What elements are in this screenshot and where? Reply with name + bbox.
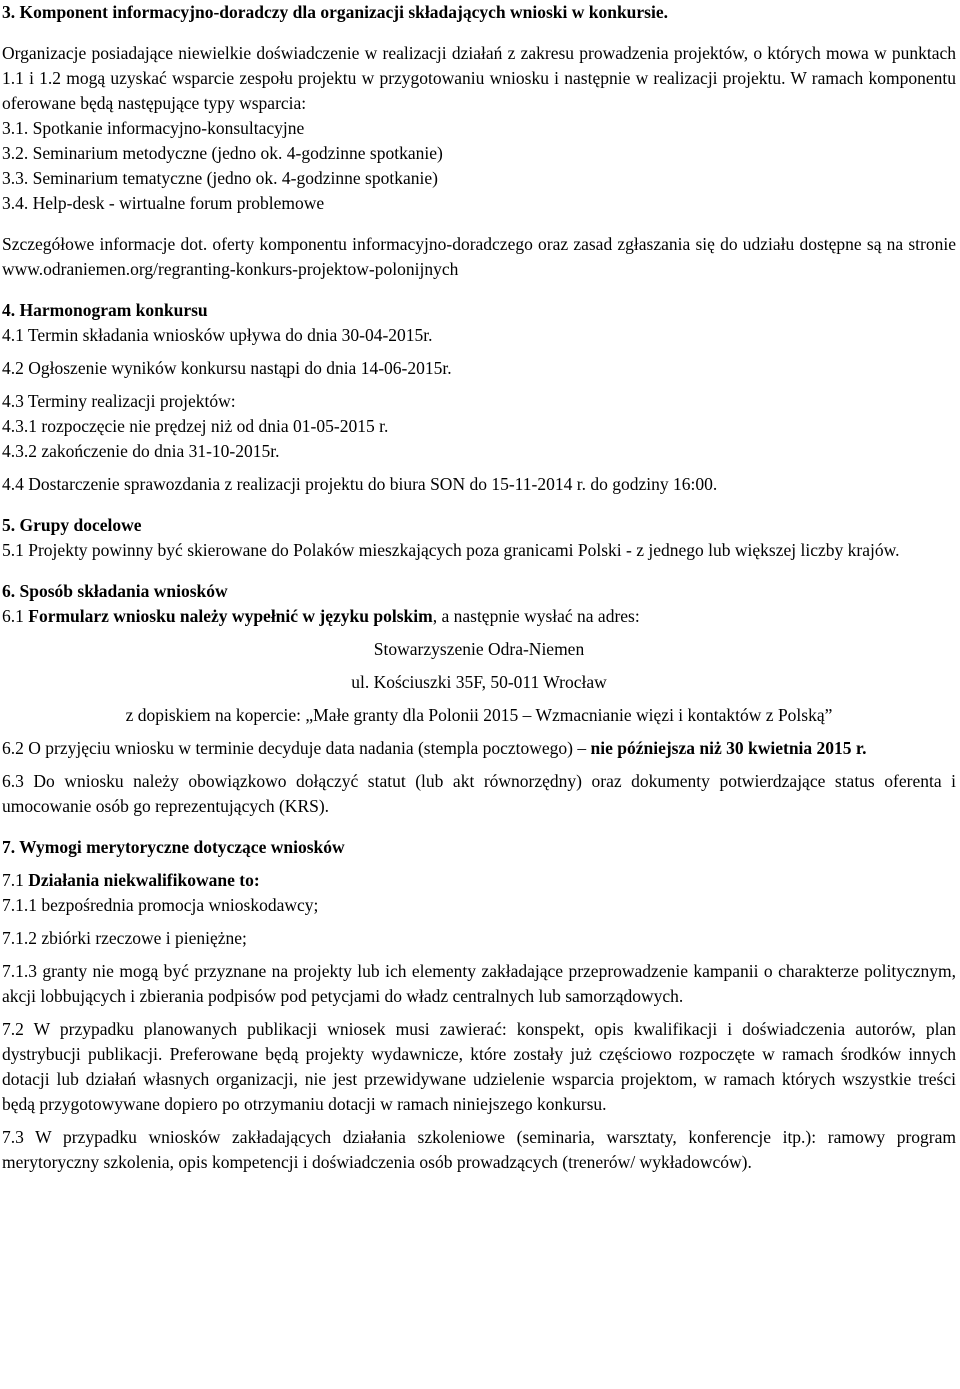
paragraph-7-1-3: 7.1.3 granty nie mogą być przyznane na projekty lub ich elementy zakładające przeprowadzenie kampanii o charakterze politycznym, akcji lobbujących i zbierania podpisów pod petycjami do władz centralnych lub samorządowych. [2, 961, 956, 1006]
paragraph-7-1-number: 7.1 [2, 870, 29, 890]
section-4-heading: 4. Harmonogram konkursu [2, 300, 208, 320]
paragraph-7-1-1: 7.1.1 bezpośrednia promocja wnioskodawcy; [2, 895, 319, 915]
section-5-heading: 5. Grupy docelowe [2, 515, 142, 535]
paragraph-7-2: 7.2 W przypadku planowanych publikacji wniosek musi zawierać: konspekt, opis kwalifikacji i doświadczenia autorów, plan dystrybucji publikacji. Preferowane będą projekty wydawnicze, które zostały już częściowo rozpoczęte w ramach środków innych dotacji lub działań własnych organizacji, nie jest przewidywane udzielenie wsparcia projektom, w ramach których wszystkie treści będą przygotowywane dopiero po otrzymaniu dotacji w ramach niniejszego konkursu. [2, 1019, 956, 1114]
paragraph-6-2-text: 6.2 O przyjęciu wniosku w terminie decyduje data nadania (stempla pocztowego) – [2, 738, 591, 758]
list-item: 3.3. Seminarium tematyczne (jedno ok. 4-godzinne spotkanie) [2, 168, 438, 188]
paragraph-5-1: 5.1 Projekty powinny być skierowane do Polaków mieszkających poza granicami Polski - z jednego lub większej liczby krajów. [2, 540, 900, 560]
paragraph-4-4: 4.4 Dostarczenie sprawozdania z realizacji projektu do biura SON do 15-11-2014 r. do godziny 16:00. [2, 474, 718, 494]
list-item: 3.4. Help-desk - wirtualne forum problemowe [2, 193, 325, 213]
list-item: 3.2. Seminarium metodyczne (jedno ok. 4-godzinne spotkanie) [2, 143, 443, 163]
paragraph-4-1: 4.1 Termin składania wniosków upływa do dnia 30-04-2015r. [2, 325, 433, 345]
section-7-heading: 7. Wymogi merytoryczne dotyczące wniosków [2, 837, 345, 857]
list-item: 3.1. Spotkanie informacyjno-konsultacyjne [2, 118, 305, 138]
paragraph-7-1 [2, 868, 956, 893]
paragraph-6-1 [2, 604, 956, 629]
address-name: Stowarzyszenie Odra-Niemen [373, 639, 585, 659]
envelope-note: z dopiskiem na kopercie: „Małe granty dla Polonii 2015 – Wzmacnianie więzi i kontaktów z Polską” [125, 705, 833, 725]
paragraph-6-1-number: 6.1 [2, 606, 29, 626]
paragraph-7-1-2: 7.1.2 zbiórki rzeczowe i pieniężne; [2, 928, 247, 948]
paragraph-4-3: 4.3 Terminy realizacji projektów: [2, 391, 236, 411]
paragraph-7-3: 7.3 W przypadku wniosków zakładających działania szkoleniowe (seminaria, warsztaty, konferencje itp.): ramowy program merytoryczny szkolenia, opis kompetencji i doświadczenia osób prowadzących (trenerów/ wykładowców). [2, 1127, 956, 1172]
section-3-details: Szczegółowe informacje dot. oferty komponentu informacyjno-doradczego oraz zasad zgłaszania się do udziału dostępne są na stronie www.odraniemen.org/regranting-konkurs-projektow-polonijnych [2, 234, 956, 279]
paragraph-6-2-deadline: nie późniejsza niż 30 kwietnia 2015 r. [590, 738, 867, 758]
address-street: ul. Kościuszki 35F, 50-011 Wrocław [351, 672, 607, 692]
paragraph-7-1-title: Działania niekwalifikowane to: [28, 870, 260, 890]
section-3-intro: Organizacje posiadające niewielkie doświadczenie w realizacji działań z zakresu prowadzenia projektów, o których mowa w punktach 1.1 i 1.2 mogą uzyskać wsparcie zespołu projektu w przygotowaniu wniosku i następnie w realizacji projektu. W ramach komponentu oferowane będą następujące typy wsparcia: [2, 43, 956, 113]
paragraph-4-2: 4.2 Ogłoszenie wyników konkursu nastąpi do dnia 14-06-2015r. [2, 358, 452, 378]
paragraph-6-2 [2, 736, 956, 761]
paragraph-4-3-1: 4.3.1 rozpoczęcie nie prędzej niż od dnia 01-05-2015 r. [2, 416, 389, 436]
section-3-heading: 3. Komponent informacyjno-doradczy dla organizacji składających wnioski w konkursie. [2, 2, 668, 22]
paragraph-6-1-rest: , a następnie wysłać na adres: [432, 606, 640, 626]
paragraph-6-1-emphasis: Formularz wniosku należy wypełnić w języku polskim [28, 606, 433, 626]
section-6-heading: 6. Sposób składania wniosków [2, 581, 228, 601]
paragraph-4-3-2: 4.3.2 zakończenie do dnia 31-10-2015r. [2, 441, 280, 461]
paragraph-6-3: 6.3 Do wniosku należy obowiązkowo dołączyć statut (lub akt równorzędny) oraz dokumenty potwierdzające status oferenta i umocowanie osób go reprezentujących (KRS). [2, 771, 956, 816]
